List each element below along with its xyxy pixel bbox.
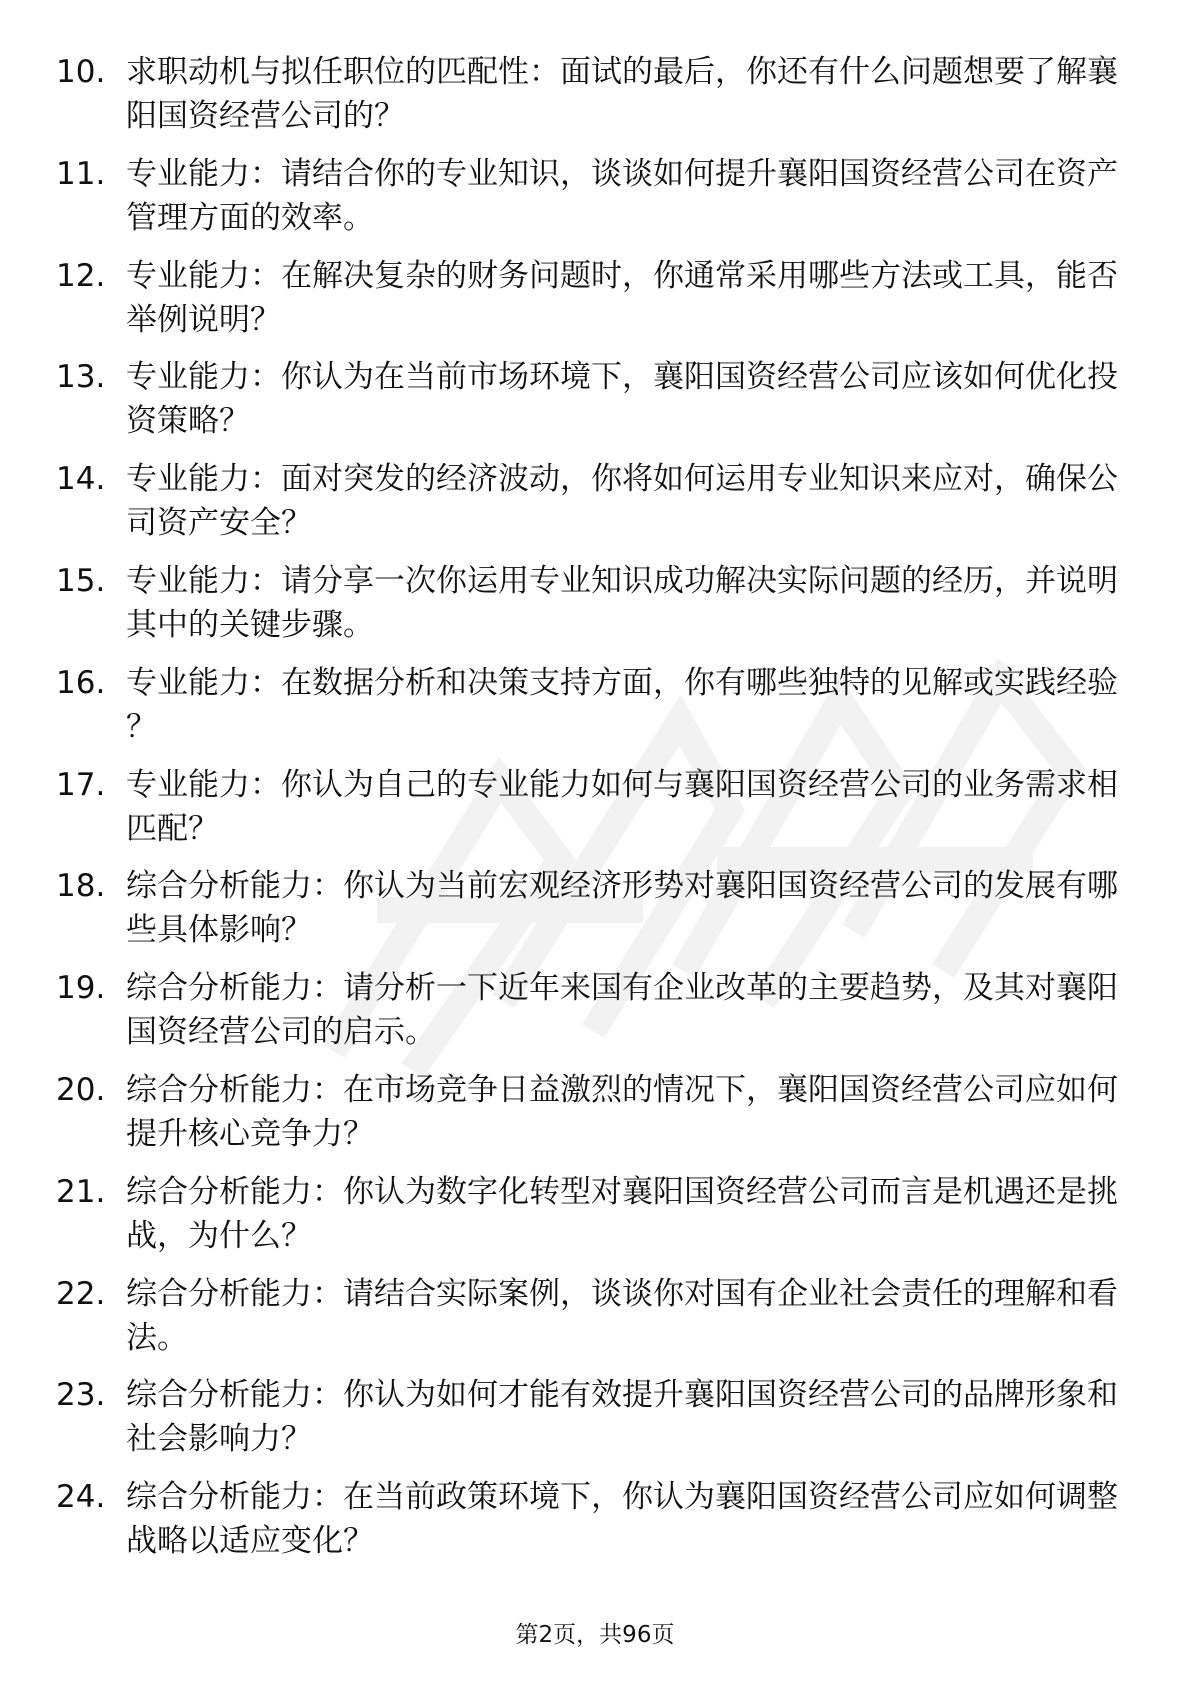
list-item — [56, 1373, 1126, 1461]
question-text: 综合分析能力：在当前政策环境下，你认为襄阳国资经营公司应如何调整战略以适应变化？ — [126, 1479, 1118, 1560]
question-text: 综合分析能力：你认为如何才能有效提升襄阳国资经营公司的品牌形象和社会影响力？ — [126, 1377, 1118, 1458]
question-number: 13. — [56, 359, 106, 396]
question-number: 11. — [56, 155, 106, 192]
question-text: 专业能力：面对突发的经济波动，你将如何运用专业知识来应对，确保公司资产安全？ — [126, 461, 1118, 542]
question-text: 专业能力：请分享一次你运用专业知识成功解决实际问题的经历，并说明其中的关键步骤。 — [126, 562, 1118, 643]
list-item — [56, 152, 1126, 240]
list-item — [56, 763, 1126, 851]
question-number: 19. — [56, 970, 106, 1007]
question-text: 综合分析能力：请分析一下近年来国有企业改革的主要趋势，及其对襄阳国资经营公司的启示。 — [126, 970, 1118, 1051]
question-list — [56, 50, 1126, 1577]
question-text: 专业能力：你认为自己的专业能力如何与襄阳国资经营公司的业务需求相匹配？ — [126, 766, 1118, 847]
question-number: 14. — [56, 461, 106, 498]
question-number: 17. — [56, 766, 106, 803]
list-item — [56, 50, 1126, 138]
question-number: 16. — [56, 664, 106, 701]
question-number: 10. — [56, 54, 106, 90]
question-number: 18. — [56, 868, 106, 905]
question-number: 24. — [56, 1479, 106, 1516]
question-text: 综合分析能力：你认为数字化转型对襄阳国资经营公司而言是机遇还是挑战，为什么？ — [126, 1173, 1118, 1254]
question-text: 求职动机与拟任职位的匹配性：面试的最后，你还有什么问题想要了解襄阳国资经营公司的？ — [126, 54, 1118, 134]
question-text: 专业能力：在解决复杂的财务问题时，你通常采用哪些方法或工具，能否举例说明？ — [126, 257, 1118, 338]
question-number: 12. — [56, 257, 106, 294]
page-number-label: 第2页，共96页 — [515, 1622, 675, 1648]
list-item — [56, 1272, 1126, 1360]
question-text: 综合分析能力：你认为当前宏观经济形势对襄阳国资经营公司的发展有哪些具体影响？ — [126, 868, 1118, 949]
list-item — [56, 661, 1126, 749]
question-number: 15. — [56, 562, 106, 599]
question-text: 专业能力：在数据分析和决策支持方面，你有哪些独特的见解或实践经验？ — [126, 664, 1118, 745]
list-item — [56, 457, 1126, 545]
page-footer — [0, 1620, 1190, 1650]
question-number: 21. — [56, 1173, 106, 1210]
question-text: 综合分析能力：请结合实际案例，谈谈你对国有企业社会责任的理解和看法。 — [126, 1275, 1118, 1356]
list-item — [56, 1475, 1126, 1563]
list-item — [56, 1068, 1126, 1156]
question-number: 23. — [56, 1377, 106, 1414]
question-text: 专业能力：请结合你的专业知识，谈谈如何提升襄阳国资经营公司在资产管理方面的效率。 — [126, 155, 1118, 236]
question-number: 22. — [56, 1275, 106, 1312]
list-item — [56, 864, 1126, 952]
question-number: 20. — [56, 1071, 106, 1108]
question-text: 专业能力：你认为在当前市场环境下，襄阳国资经营公司应该如何优化投资策略？ — [126, 359, 1118, 440]
list-item — [56, 559, 1126, 647]
list-item — [56, 1170, 1126, 1258]
list-item — [56, 254, 1126, 342]
list-item — [56, 355, 1126, 443]
question-text: 综合分析能力：在市场竞争日益激烈的情况下，襄阳国资经营公司应如何提升核心竞争力？ — [126, 1071, 1118, 1152]
list-item — [56, 966, 1126, 1054]
